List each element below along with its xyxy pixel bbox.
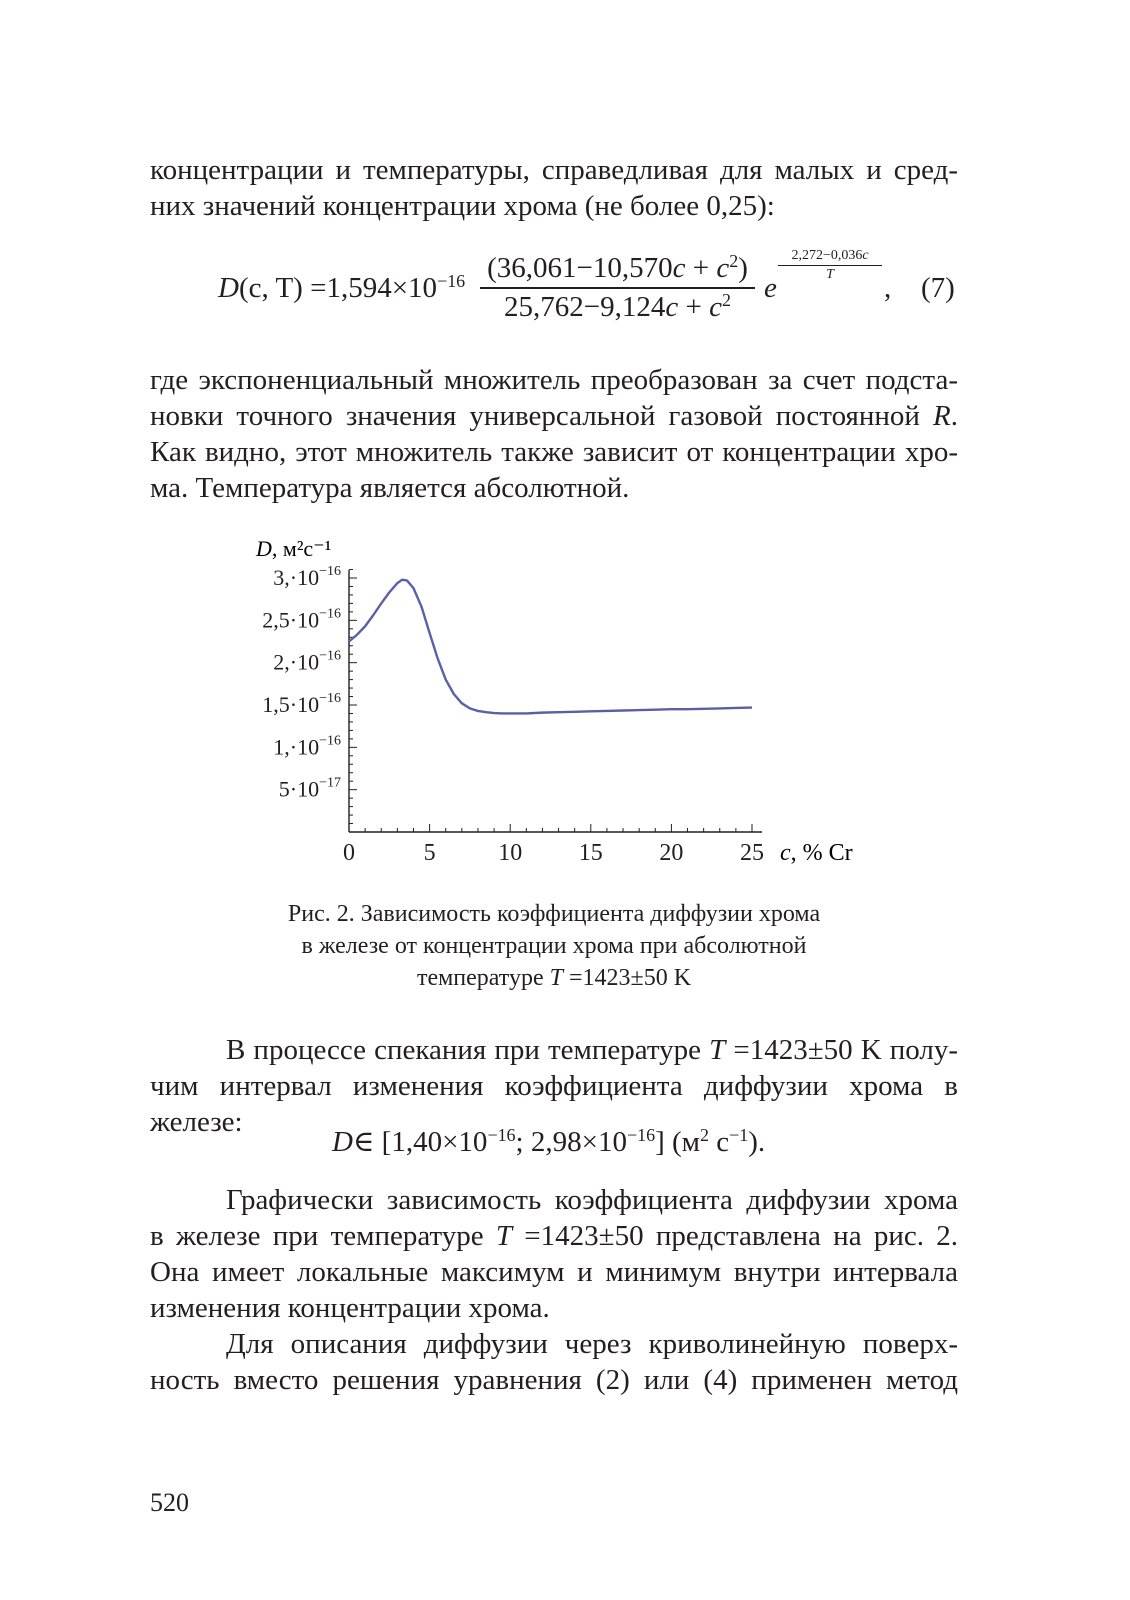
x-tick-label: 25 xyxy=(740,840,764,866)
y-tick-label: $2,\cdot 10^{-16}$ xyxy=(273,648,341,675)
figure-caption-line-2: в железе от концентрации хрома при абсолютной xyxy=(301,933,807,959)
x-tick-label: 20 xyxy=(659,840,684,866)
paragraph-4-line-1: Графически зависимость коэффициента диффузии хрома xyxy=(226,1184,958,1216)
paragraph-3-line-1: В процессе спекания при температуре T =1423±50 K полу- xyxy=(226,1034,959,1066)
paragraph-5-line-2: ность вместо решения уравнения (2) или (4) применен метод xyxy=(150,1364,958,1396)
paragraph-1-line-2: них значений концентрации хрома (не более 0,25): xyxy=(150,190,775,222)
page-number: 520 xyxy=(150,1488,189,1517)
y-tick-label: $3,\cdot 10^{-16}$ xyxy=(273,564,341,590)
formula-7-exponential: e xyxy=(764,272,777,304)
paragraph-3-line-2: чим интервал изменения коэффициента диффузии хрома в железе: xyxy=(150,1070,958,1138)
paragraph-2-line-3: Как видно, этот множитель также зависит от концентрации хро- xyxy=(150,436,958,468)
interval-formula: D∈ [$1,40\times 10^{-16}$; $2,98\times 10^{-16}$] ($м^2$ $с^{-1}$). xyxy=(332,1125,766,1158)
y-ticks xyxy=(262,564,357,824)
paragraph-1-line-1: концентрации и температуры, справедливая для малых и сред- xyxy=(150,154,958,186)
formula-7-comma: , xyxy=(884,272,892,304)
figure-caption-line-1: Рис. 2. Зависимость коэффициента диффузии хрома xyxy=(287,901,821,927)
y-tick-label: $1,5\cdot 10^{-16}$ xyxy=(262,691,341,717)
paragraph-4-line-2: в железе при температуре T =1423±50 представлена на рис. 2. xyxy=(150,1220,958,1252)
formula-7-numerator: $(36,061-10,570c + c^2)$ xyxy=(487,251,748,284)
diffusion-curve xyxy=(349,580,752,714)
x-axis-label: c, % Cr xyxy=(780,840,853,866)
y-axis-label: D, м²с⁻¹ xyxy=(256,536,332,561)
x-tick-label: 0 xyxy=(343,840,355,866)
formula-7-exponent-denominator: T xyxy=(826,267,834,282)
paragraph-4-line-4: изменения концентрации хрома. xyxy=(150,1292,550,1324)
paragraph-5-line-1: Для описания диффузии через криволинейную поверх- xyxy=(226,1328,958,1360)
x-tick-label: 5 xyxy=(423,840,436,866)
figure-caption-line-3: температуре T =1423±50 K xyxy=(416,965,692,991)
formula-7-denominator: $25,762-9,124c + c^2$ xyxy=(504,289,731,323)
formula-7-number: (7) xyxy=(921,272,955,304)
y-tick-label: $1,\cdot 10^{-16}$ xyxy=(273,733,341,760)
paragraph-2-line-1: где экспоненциальный множитель преобразован за счет подста- xyxy=(150,364,958,396)
y-tick-label: $2,5\cdot 10^{-16}$ xyxy=(262,606,341,633)
paragraph-2-line-4: ма. Температура является абсолютной. xyxy=(150,472,630,504)
formula-7-lhs: D(c, $T) =1,594\times 10^{-16}$ xyxy=(218,271,466,304)
paragraph-4-line-3: Она имеет локальные максимум и минимум внутри интервала xyxy=(150,1256,958,1288)
x-tick-label: 15 xyxy=(578,840,603,866)
paragraph-2-line-2: новки точного значения универсальной газовой постоянной R. xyxy=(150,400,958,432)
y-tick-label: $5\cdot 10^{-17}$ xyxy=(278,775,341,802)
x-tick-label: 10 xyxy=(498,840,523,866)
x-ticks xyxy=(343,824,764,866)
formula-7-exponent-numerator: 2,272−0,036c xyxy=(791,248,869,263)
chart-axes xyxy=(349,570,762,832)
